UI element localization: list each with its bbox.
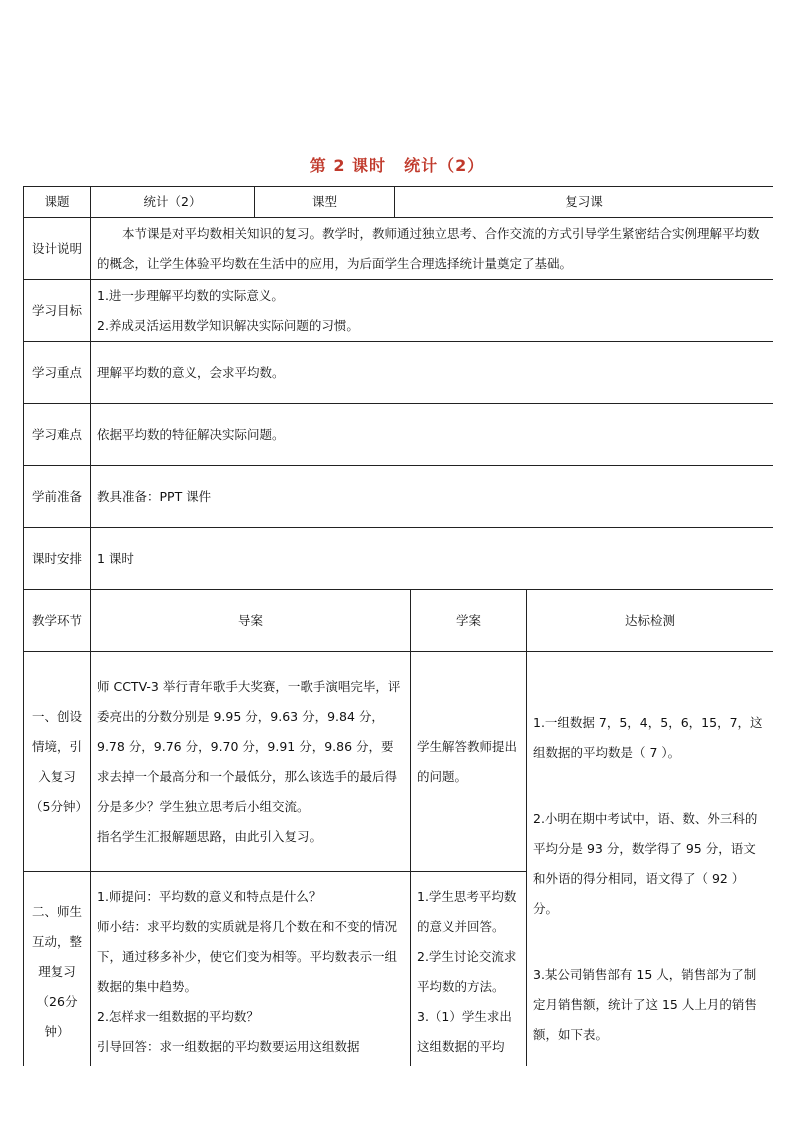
goals-cell <box>91 280 774 342</box>
row-design <box>24 218 774 280</box>
row-column-headers <box>24 590 774 652</box>
guide-paragraph: 引导回答：求一组数据的平均数要运用这组数据 <box>97 1038 360 1054</box>
goal-item: 1.进一步理解平均数的实际意义。 <box>97 287 284 303</box>
guide-paragraph: 师 CCTV-3 举行青年歌手大奖赛，一歌手演唱完毕，评委亮出的分数分别是 9.95 分，9.63 分，9.84 分，9.78 分，9.76 分，9.70 分，9.91 分，9.86 分，要求去掉一个最高分和一个最低分，那么该选手的最后得分是多少？学生独立思考后小组交流。 <box>97 678 401 814</box>
label-stage: 教学环节 <box>24 590 91 652</box>
check-question-1: 1.一组数据 7，5，4，5，6，15，7，这组数据的平均数是（ 7 ）。 <box>533 714 763 760</box>
label-section-2: 二、师生互动，整理复习（26分钟） <box>24 872 91 1067</box>
focus-text: 理解平均数的意义，会求平均数。 <box>91 342 774 404</box>
time-text: 1 课时 <box>91 528 774 590</box>
section-2-guide <box>91 872 411 1067</box>
label-focus: 学习重点 <box>24 342 91 404</box>
row-prep <box>24 466 774 528</box>
row-time <box>24 528 774 590</box>
study-item: 2.学生讨论交流求平均数的方法。 <box>417 948 517 994</box>
label-lesson-type: 课型 <box>255 187 395 218</box>
row-topic <box>24 187 774 218</box>
row-focus <box>24 342 774 404</box>
label-time: 课时安排 <box>24 528 91 590</box>
label-difficulty: 学习难点 <box>24 404 91 466</box>
label-topic: 课题 <box>24 187 91 218</box>
check-question-2: 2.小明在期中考试中，语、数、外三科的平均分是 93 分，数学得了 95 分，语文和外语的得分相同，语文得了（ 92 ）分。 <box>533 810 758 916</box>
section-2-study <box>411 872 527 1067</box>
design-text: 本节课是对平均数相关知识的复习。教学时，教师通过独立思考、合作交流的方式引导学生紧密结合实例理解平均数的概念，让学生体验平均数在生活中的应用，为后面学生合理选择统计量奠定了基础。 <box>91 218 774 280</box>
header-study: 学案 <box>411 590 527 652</box>
label-prep: 学前准备 <box>24 466 91 528</box>
guide-paragraph: 1.师提问：平均数的意义和特点是什么？ <box>97 888 322 904</box>
topic-value: 统计（2） <box>91 187 255 218</box>
label-goals: 学习目标 <box>24 280 91 342</box>
row-section-1 <box>24 652 774 872</box>
guide-paragraph: 师小结：求平均数的实质就是将几个数在和不变的情况下，通过移多补少，使它们变为相等。平均数表示一组数据的集中趋势。 <box>97 918 398 994</box>
label-section-1: 一、创设情境，引入复习（5分钟） <box>24 652 91 872</box>
title-topic: 统计（2） <box>404 156 485 175</box>
study-item: 3.（1）学生求出这组数据的平均 <box>417 1008 512 1054</box>
lesson-table-area <box>23 186 773 1066</box>
prep-text: 教具准备：PPT 课件 <box>91 466 774 528</box>
check-question-3: 3.某公司销售部有 15 人，销售部为了制定月销售额，统计了这 15 人上月的销售额，如下表。 <box>533 966 757 1042</box>
goal-item: 2.养成灵活运用数学知识解决实际问题的习惯。 <box>97 317 359 333</box>
lesson-type-value: 复习课 <box>395 187 774 218</box>
row-difficulty <box>24 404 774 466</box>
header-check: 达标检测 <box>527 590 774 652</box>
section-1-guide <box>91 652 411 872</box>
document-title <box>0 153 794 176</box>
difficulty-text: 依据平均数的特征解决实际问题。 <box>91 404 774 466</box>
guide-paragraph: 指名学生汇报解题思路，由此引入复习。 <box>97 828 323 844</box>
check-cell <box>527 652 774 1067</box>
guide-paragraph: 2.怎样求一组数据的平均数？ <box>97 1008 259 1024</box>
header-guide: 导案 <box>91 590 411 652</box>
lesson-plan-table <box>23 186 773 1066</box>
row-goals <box>24 280 774 342</box>
label-design: 设计说明 <box>24 218 91 280</box>
section-1-study: 学生解答教师提出的问题。 <box>411 652 527 872</box>
title-lesson: 第 2 课时 <box>309 156 387 175</box>
study-item: 1.学生思考平均数的意义并回答。 <box>417 888 517 934</box>
